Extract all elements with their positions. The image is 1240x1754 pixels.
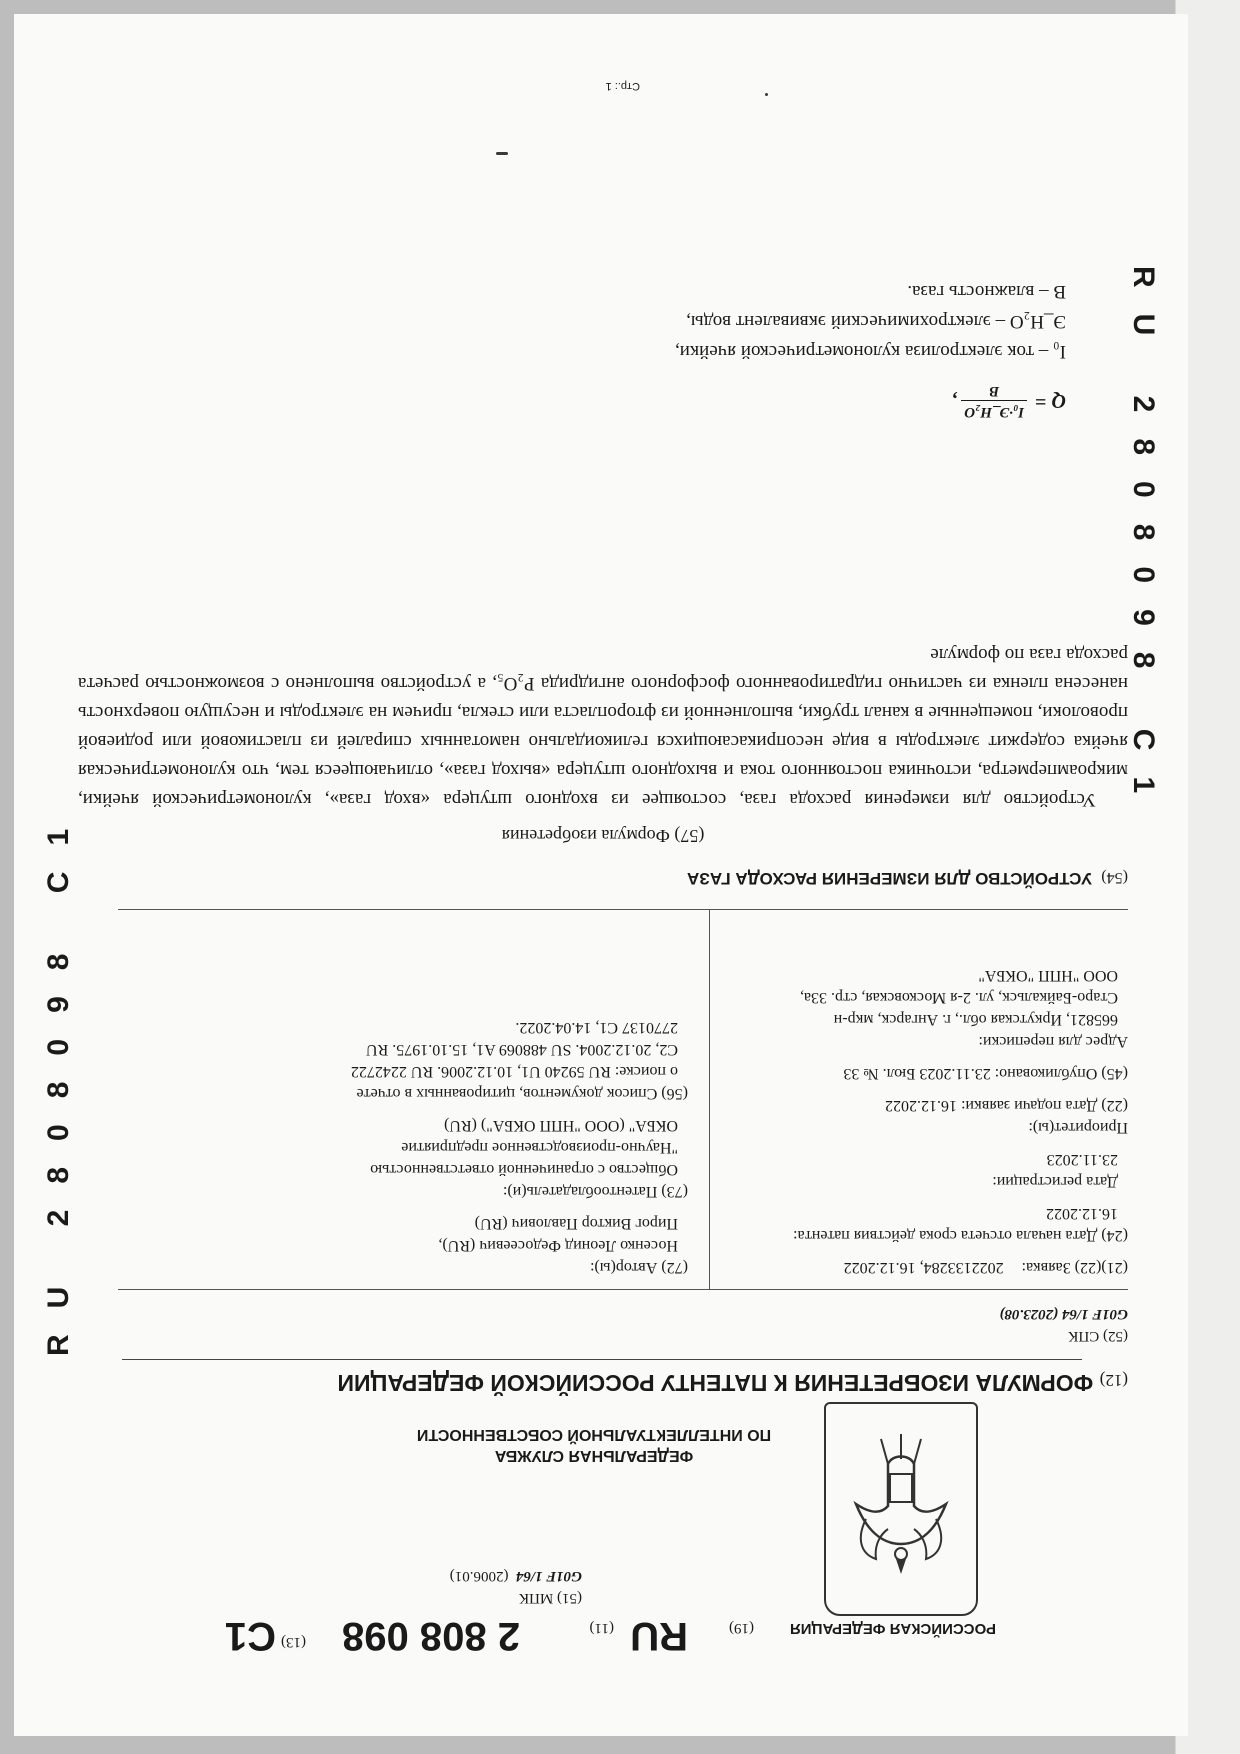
formula-numerator: I₀·Э_H₂O — [961, 400, 1027, 420]
country-name: РОССИЙСКАЯ ФЕДЕРАЦИЯ — [789, 1620, 996, 1637]
table-rule — [118, 1289, 1128, 1290]
citation-line: 2770137 C1, 14.04.2022. — [515, 1019, 678, 1036]
page-number: Стр.: 1 — [605, 80, 640, 92]
holder-line: ОКБА" (ООО "НПП ОКБА") (RU) — [444, 1117, 678, 1134]
application-label: (21)(22) Заявка: — [1021, 1259, 1128, 1276]
table-rule — [118, 909, 1128, 910]
title-inid: (12) — [1099, 1371, 1128, 1390]
country-code: RU — [630, 1614, 688, 1658]
address-line: Старо-Байкальск, ул. 2-я Московская, стр. 33а, — [799, 989, 1118, 1006]
holder-line: Общество с ограниченной ответственностью — [370, 1161, 678, 1178]
ipc-code — [450, 1567, 582, 1584]
citation-line: о поиске: RU 59240 U1, 10.12.2006. RU 2242722 — [350, 1063, 678, 1080]
citation-line: C2, 20.12.2004. SU 488069 A1, 15.10.1975. RU — [365, 1041, 678, 1058]
coat-of-arms-icon — [826, 1404, 976, 1614]
side-patent-id: RU 2808098 C1 — [1127, 266, 1160, 820]
definition-line: I₀ – ток электролиза кулонометрической ячейки, — [674, 341, 1066, 362]
application-value: 2022133284, 16.12.2022 — [843, 1259, 1004, 1276]
bibliography-right — [208, 1016, 688, 1278]
inid-code-19: (19) — [729, 1620, 754, 1636]
ipc-label: (51) МПК — [519, 1590, 582, 1606]
term-start-value: 16.12.2022 — [1046, 1205, 1118, 1222]
scan-smudge — [765, 93, 768, 96]
author-name: Носенко Леонид Федосеевич (RU), — [438, 1237, 678, 1254]
patent-page — [14, 14, 1188, 1736]
side-patent-id: RU 2808098 C1 — [42, 802, 75, 1356]
cpc-label: (52) СПК — [1068, 1328, 1128, 1344]
inid-code-11: (11) — [589, 1620, 614, 1636]
patent-number: 2 808 098 — [342, 1614, 520, 1658]
invention-inid: (54) — [1101, 869, 1128, 886]
formula-denominator: B — [989, 383, 1000, 399]
registration-value: 23.11.2023 — [1046, 1151, 1118, 1168]
agency-line: ПО ИНТЕЛЛЕКТУАЛЬНОЙ СОБСТВЕННОСТИ — [416, 1426, 772, 1443]
definition-line: Э_H₂O – электрохимический эквивалент воды, — [686, 311, 1066, 332]
document-title — [68, 1369, 1128, 1396]
column-divider — [709, 910, 710, 1290]
title-rule — [122, 1359, 1082, 1360]
definition-line: В – влажность газа. — [907, 281, 1066, 302]
authors-label: (72) Автор(ы): — [590, 1259, 688, 1276]
address-line: 665821, Иркутская обл., г. Ангарск, мкр-н — [833, 1011, 1118, 1028]
formula-definitions — [675, 276, 1066, 366]
holder-label: (73) Патентообладатель(и): — [502, 1183, 688, 1200]
invention-title-text: УСТРОЙСТВО ДЛЯ ИЗМЕРЕНИЯ РАСХОДА ГАЗА — [686, 869, 1092, 888]
formula-tail: , — [952, 390, 958, 413]
inid-code-13: (13) — [281, 1634, 306, 1650]
scan-smudge — [496, 152, 508, 155]
invention-title — [78, 868, 1128, 888]
agency-name — [394, 1424, 794, 1466]
publication-date: (45) Опубликовано: 23.11.2023 Бюл. № 33 — [843, 1065, 1128, 1082]
kind-code: C1 — [224, 1614, 276, 1658]
citations-label: (56) Список документов, цитированных в отчете — [356, 1085, 688, 1102]
agency-line: ФЕДЕРАЛЬНАЯ СЛУЖБА — [494, 1447, 694, 1464]
ipc-year: (2006.01) — [449, 1568, 509, 1584]
flow-formula — [952, 382, 1066, 420]
address-line: ООО "НПП "ОКБА" — [978, 967, 1118, 984]
bibliography-left — [718, 964, 1128, 1278]
ipc-class: G01F 1/64 — [516, 1568, 582, 1584]
claims-heading: (57) Формула изобретения — [501, 826, 705, 846]
registration-label: Дата регистрации: — [992, 1173, 1118, 1190]
priority-label: Приоритет(ы): — [1028, 1119, 1128, 1136]
title-text: ФОРМУЛА ИЗОБРЕТЕНИЯ К ПАТЕНТУ РОССИЙСКОЙ ФЕДЕРАЦИИ — [337, 1370, 1094, 1396]
address-label: Адрес для переписки: — [978, 1033, 1128, 1050]
priority-value: (22) Дата подачи заявки: 16.12.2022 — [885, 1097, 1128, 1114]
cpc-code: G01F 1/64 (2023.08) — [999, 1306, 1128, 1322]
formula-fraction — [961, 382, 1027, 420]
claims-text: Устройство для измерения расхода газа, состоящее из входного штуцера «вход газа», кулонометрической ячейки, микроамперметра, источника постоянного тока и выходного штуцера «выход газа», отличающееся тем, что кулонометрическая ячейка содержит электроды в виде несоприкасающихся геликоидально намотанных спиралей из пластиковой или родиевой проволоки, помещенные в канал трубки, выполненной из фторопласта или стекла, причем на электроды и несущую поверхность нанесена пленка из частично гидратированного фосфорного ангидрида P₂O₅, а устройство выполнено с возможностью расчета расхода газа по формуле — [78, 644, 1128, 810]
formula-lhs: Q = — [1035, 390, 1066, 413]
author-name: Пирог Виктор Павлович (RU) — [474, 1215, 678, 1232]
term-start-label: (24) Дата начала отсчета срока действия патента: — [793, 1227, 1128, 1244]
holder-line: "Научно-производственное предприятие — [401, 1139, 678, 1156]
emblem-frame — [824, 1402, 978, 1616]
